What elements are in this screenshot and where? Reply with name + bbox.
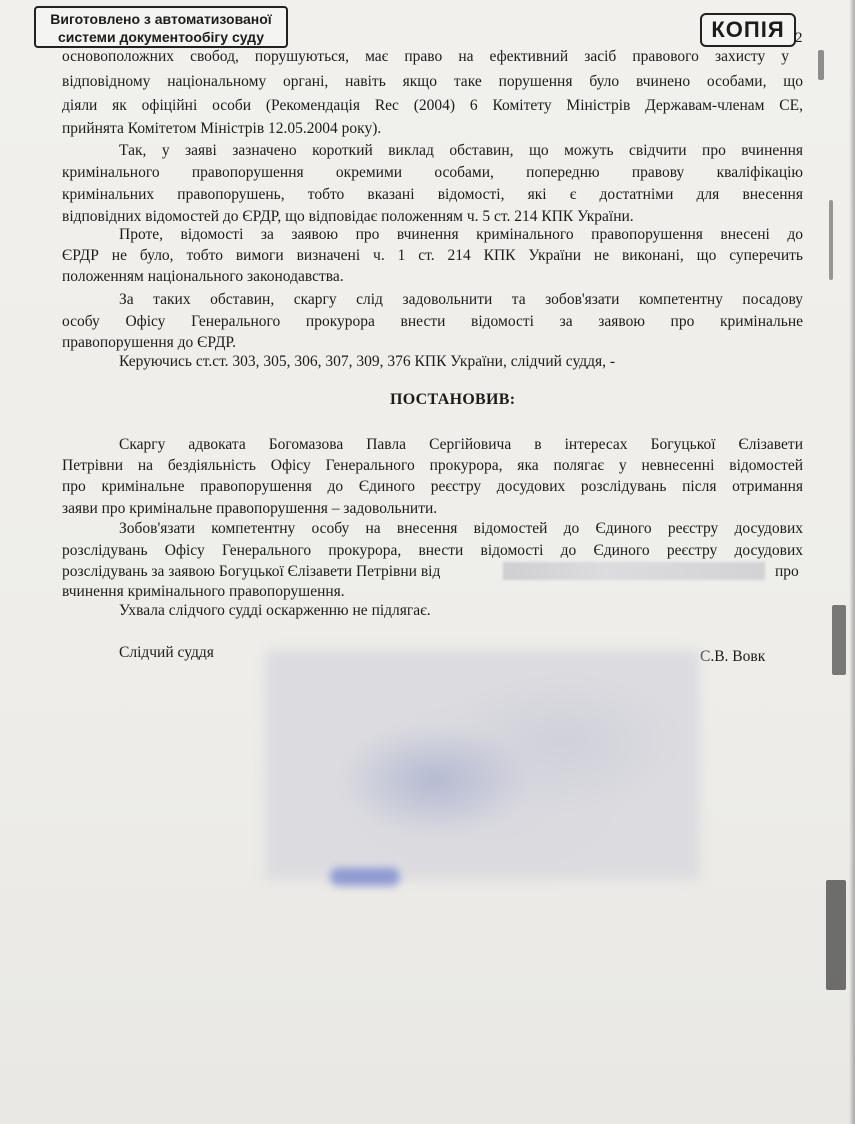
signature-role: Слідчий суддя xyxy=(119,644,214,661)
text-line: про xyxy=(775,563,799,580)
stamp-line: системи документообігу суду xyxy=(57,29,265,45)
text-line: основоположних свобод, порушуються, має право на ефективний засіб правового захисту у xyxy=(62,48,789,65)
text-line: кримінального правопорушення окремими особами, попередню правову кваліфікацію xyxy=(62,164,803,181)
scan-mark xyxy=(832,605,846,675)
text-line: заяви про кримінальне правопорушення – задовольнити. xyxy=(62,500,438,517)
text-line: ЄРДР не було, тобто вимоги визначені ч. 1 ст. 214 КПК України не виконані, що суперечить xyxy=(62,247,803,264)
redacted-date xyxy=(503,562,765,580)
signature-name: С.В. Вовк xyxy=(700,648,766,665)
text-line: прийнята Комітетом Міністрів 12.05.2004 року). xyxy=(62,120,382,137)
page-number: 2 xyxy=(795,30,803,46)
text-line: положенням національного законодавства. xyxy=(62,268,344,285)
blurred-seal-signature xyxy=(265,650,700,880)
text-line: відповідних відомостей до ЄРДР, що відповідає положенням ч. 5 ст. 214 КПК України. xyxy=(62,208,634,225)
text-line: Так, у заяві зазначено короткий виклад обставин, що можуть свідчити про вчинення xyxy=(119,142,803,159)
text-line: особу Офісу Генерального прокурора внести відомості за заявою про кримінальне xyxy=(62,313,803,330)
text-line: розслідувань за заявою Богуцької Єлізавети Петрівни від xyxy=(62,563,441,580)
scan-mark xyxy=(818,50,824,80)
text-line: розслідувань Офісу Генерального прокурора, внести відомості до Єдиного реєстру досудових xyxy=(62,542,803,559)
scan-mark xyxy=(829,200,833,280)
stamp-line: Виготовлено з автоматизованої xyxy=(50,11,272,27)
text-line: Ухвала слідчого судді оскарженню не підлягає. xyxy=(119,602,431,619)
text-line: кримінальних правопорушень, тобто вказані відомості, які є достатніми для внесення xyxy=(62,186,803,203)
text-line: Скаргу адвоката Богомазова Павла Сергійовича в інтересах Богуцької Єлізавети xyxy=(119,436,803,453)
text-line: про кримінальне правопорушення до Єдиного реєстру досудових розслідувань після отримання xyxy=(62,478,803,495)
text-line: відповідному національному органі, навіть якщо таке порушення було вчинено особами, що xyxy=(62,73,803,90)
blurred-stamp-ink xyxy=(330,868,400,886)
text-line: вчинення кримінального правопорушення. xyxy=(62,583,345,600)
text-line: Керуючись ст.ст. 303, 305, 306, 307, 309, 376 КПК України, слідчий суддя, - xyxy=(119,353,616,370)
text-line: правопорушення до ЄРДР. xyxy=(62,334,236,351)
text-line: Петрівни на бездіяльність Офісу Генерального прокурора, яка полягає у невнесенні відомостей xyxy=(62,457,803,474)
text-line: За таких обставин, скаргу слід задовольнити та зобов'язати компетентну посадову xyxy=(119,291,803,308)
copy-stamp: КОПІЯ xyxy=(700,13,796,47)
text-line: Зобов'язати компетентну особу на внесення відомостей до Єдиного реєстру досудових xyxy=(119,520,803,537)
scan-mark xyxy=(826,880,846,990)
text-line: Проте, відомості за заявою про вчинення кримінального правопорушення внесені до xyxy=(119,226,803,243)
text-line: діяли як офіційні особи (Рекомендація Rec (2004) 6 Комітету Міністрів Державам-членам СЕ, xyxy=(62,97,803,114)
scan-edge-shadow xyxy=(849,0,855,1124)
automated-system-stamp xyxy=(34,6,288,48)
ruling-heading: ПОСТАНОВИВ: xyxy=(390,391,516,408)
